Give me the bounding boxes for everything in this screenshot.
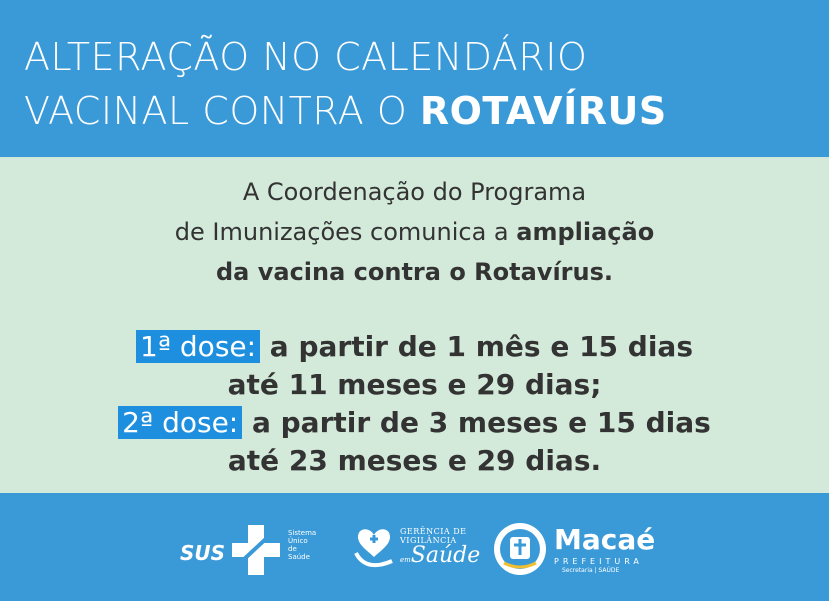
title-emphasis: ROTAVÍRUS xyxy=(419,89,667,133)
dose-2-label: 2ª dose: xyxy=(118,406,242,439)
sus-tagline: Sistema Único de Saúde xyxy=(288,529,317,561)
title-line-2: VACINAL CONTRA O ROTAVÍRUS xyxy=(24,89,667,133)
sus-cross-icon xyxy=(230,523,282,577)
dose-schedule: 1ª dose: a partir de 1 mês e 15 dias até 11 meses e 29 dias; 2ª dose: a partir de 3 meses e 15 dias até 23 meses e 29 dias. xyxy=(0,328,829,480)
page-title xyxy=(24,30,667,138)
macae-logo: Macaé PREFEITURA Secretaria | SAÚDE xyxy=(492,521,662,581)
dose-1: 1ª dose: a partir de 1 mês e 15 dias xyxy=(0,328,829,366)
vigilancia-logo: GERÊNCIA DE VIGILÂNCIA emSaúde xyxy=(352,521,472,581)
title-line-1: ALTERAÇÃO NO CALENDÁRIO xyxy=(24,35,588,79)
header-banner xyxy=(0,0,829,158)
dose-2: 2ª dose: a partir de 3 meses e 15 dias xyxy=(0,404,829,442)
announcement-body xyxy=(0,158,829,493)
sus-logo: SUS Sistema Único de Saúde xyxy=(180,521,320,577)
city-seal-icon xyxy=(492,521,548,577)
heart-hands-icon xyxy=(352,523,396,571)
intro-text: A Coordenação do Programa de Imunizações comunica a ampliação da vacina contra o Rotavírus. xyxy=(174,178,655,286)
footer-logos xyxy=(0,495,829,601)
dose-1-label: 1ª dose: xyxy=(136,330,260,363)
